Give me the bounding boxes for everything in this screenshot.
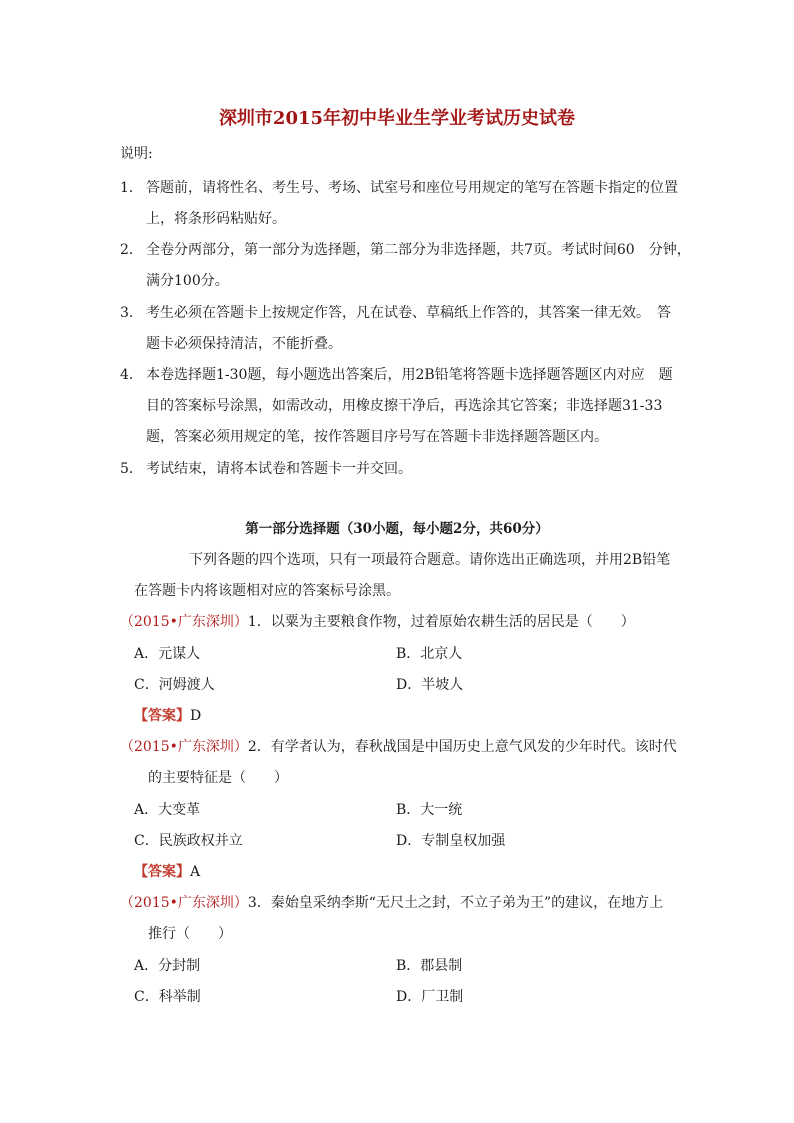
option-d: D．半坡人: [396, 677, 464, 693]
answer-value: A: [190, 864, 201, 880]
instruction-number: 3．: [120, 305, 143, 321]
option-b: B．郡县制: [396, 958, 463, 974]
instruction-line: 答题前，请将性名、考生号、考场、试室号和座位号用规定的笔写在答题卡指定的位置: [146, 180, 678, 196]
answer: [134, 706, 201, 726]
instruction-line: 考试结束，请将本试卷和答题卡一并交回。: [146, 461, 412, 477]
question-1: [120, 612, 635, 632]
answer-value: D: [190, 708, 202, 724]
option-d: D．厂卫制: [396, 989, 464, 1005]
question-source: （2015•广东深圳）: [120, 739, 248, 755]
instruction-line: 满分100分。: [146, 273, 229, 289]
instruction-line: 本卷选择题1-30题，每小题选出答案后，用2B铅笔将答题卡选择题答题区内对应 题: [146, 367, 673, 383]
question-text: 1．以粟为主要粮食作物，过着原始农耕生活的居民是（ ）: [247, 614, 635, 630]
instruction-line: 题卡必须保持清洁，不能折叠。: [146, 336, 342, 352]
section-instruction-line: 下列各题的四个选项，只有一项最符合题意。请你选出正确选项，并用2B铅笔: [189, 552, 671, 568]
instructions-heading: 说明:: [120, 146, 153, 162]
answer: [134, 862, 200, 882]
question-text: 3．秦始皇采纳李斯“无尺土之封，不立子弟为王”的建议，在地方上: [247, 895, 664, 911]
instruction-number: 2．: [120, 242, 143, 258]
instruction-line: 上，将条形码粘贴好。: [146, 211, 286, 227]
question-3: [120, 893, 663, 913]
answer-label: 【答案】: [134, 864, 190, 880]
question-source: （2015•广东深圳）: [120, 895, 248, 911]
instruction-line: 题，答案必须用规定的笔，按作答题目序号写在答题卡非选择题答题区内。: [146, 429, 608, 445]
question-text: 2．有学者认为，春秋战国是中国历史上意气风发的少年时代。该时代: [247, 739, 677, 755]
instruction-line: 考生必须在答题卡上按规定作答，凡在试卷、草稿纸上作答的，其答案一律无效。 答: [146, 305, 671, 321]
question-2: [120, 737, 677, 757]
option-a: A．大变革: [134, 802, 201, 818]
answer-label: 【答案】: [134, 708, 190, 724]
option-a: A．元谋人: [134, 646, 201, 662]
instruction-number: 1．: [120, 180, 143, 196]
section-instruction-line: 在答题卡内将该题相对应的答案标号涂黑。: [134, 583, 400, 599]
option-c: C．民族政权并立: [134, 833, 243, 849]
page-title: 深圳市2015年初中毕业生学业考试历史试卷: [218, 108, 576, 129]
instruction-number: 4．: [120, 367, 143, 383]
option-b: B．大一统: [396, 802, 463, 818]
option-c: C．科举制: [134, 989, 201, 1005]
question-text-continued: 的主要特征是（ ）: [148, 770, 288, 786]
section-heading: 第一部分选择题（30小题，每小题2分，共60分）: [245, 521, 549, 537]
option-d: D．专制皇权加强: [396, 833, 506, 849]
question-text-continued: 推行（ ）: [148, 926, 232, 942]
option-c: C．河姆渡人: [134, 677, 215, 693]
instruction-line: 目的答案标号涂黑，如需改动，用橡皮擦干净后，再选涂其它答案；非选择题31-33: [146, 398, 663, 414]
instruction-line: 全卷分两部分，第一部分为选择题，第二部分为非选择题，共7页。考试时间60 分钟，: [146, 242, 691, 258]
option-b: B．北京人: [396, 646, 463, 662]
question-source: （2015•广东深圳）: [120, 614, 248, 630]
option-a: A．分封制: [134, 958, 201, 974]
instruction-number: 5．: [120, 461, 143, 477]
